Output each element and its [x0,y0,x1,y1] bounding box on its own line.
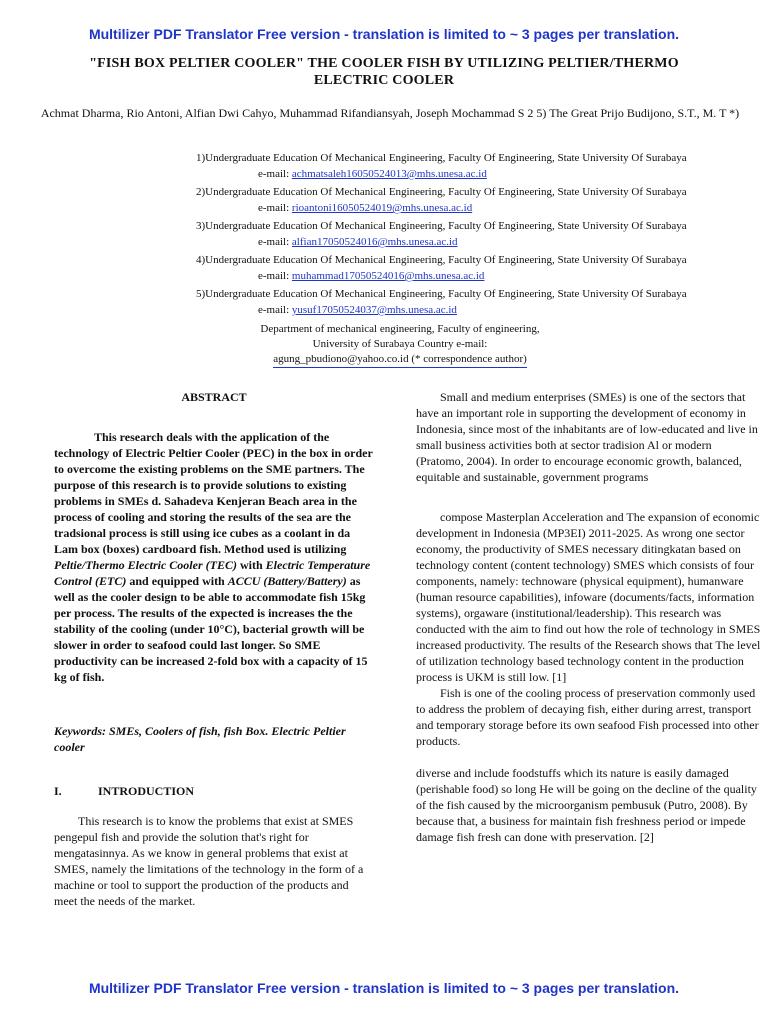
email-label: e-mail: [258,304,290,316]
department-block [200,322,600,368]
body-paragraph: Fish is one of the cooling process of preservation commonly used to address the problem of decaying fish, either during arrest, transport and temporary storage before its own seafood Fish processed into other products. [416,686,759,748]
translator-banner-bottom: Multilizer PDF Translator Free version - translation is limited to ~ 3 pages per translation. [88,980,680,996]
left-column [54,389,374,909]
affiliation-4 [196,252,756,284]
email-link[interactable]: alfian17050524016@mhs.unesa.ac.id [291,236,458,248]
email-link[interactable]: achmatsaleh16050524013@mhs.unesa.ac.id [291,168,487,180]
body-paragraph: Small and medium enterprises (SMEs) is one of the sectors that have an important role in supporting the development of economy in Indonesia, since most of the inhabitants are of low-educated and live in small business activities both at sector tradision Al or modern (Pratomo, 2004). In order to encourage economic growth, balanced, equitable and sustainable, government programs [416,390,758,484]
affiliation-text: 5)Undergraduate Education Of Mechanical Engineering, Faculty Of Engineering, State University Of Surabaya [196,288,687,300]
affiliation-text: 4)Undergraduate Education Of Mechanical Engineering, Faculty Of Engineering, State University Of Surabaya [196,254,687,266]
email-link[interactable]: muhammad17050524016@mhs.unesa.ac.id [291,270,485,282]
department-line: University of Surabaya Country e-mail: [312,338,488,350]
intro-paragraph: This research is to know the problems that exist at SMES pengepul fish and provide the solution that's right for mengatasinnya. As we know in general problems that exist at SMES, namely the limitations of the technology in the form of a machine or tool to support the production of the products and meet the needs of the market. [54,814,364,908]
translator-banner-top: Multilizer PDF Translator Free version - translation is limited to ~ 3 pages per translation. [88,26,680,42]
author-list: Achmat Dharma, Rio Antoni, Alfian Dwi Cahyo, Muhammad Rifandiansyah, Joseph Mochammad S 2 5) The Great Prijo Budijono, S.T., M. T *) [40,106,740,120]
right-column [416,389,762,845]
abstract-body: This research deals with the application of the technology of Electric Peltier Cooler (PEC) in the box in order to overcome the existing problems on the SME partners. The purpose of this research is to provide solutions to existing problems in SMEs d. Sahadeva Kenjeran Beach area in the process of cooling and storing the results of the sea are the tradsional process is still using ice cubes as a coolant in da Lam box (boxes) cardboard fish. Method used is utilizing Peltie/Thermo Electric Cooler (TEC) with Electric Temperature Control (ETC) and equipped with ACCU (Battery/Battery) as well as the cooler design to be able to accommodate fish 15kg per process. The results of the expected is increases the the stability of the cooling (under 10°C), bacterial growth will be slower in order to seafood could last longer. So SME productivity can be increased 2-fold box with a capacity of 15 kg of fish. [54,430,373,684]
abstract-heading: ABSTRACT [181,390,247,404]
email-link[interactable]: yusuf17050524037@mhs.unesa.ac.id [291,304,457,316]
affiliation-2 [196,184,756,216]
body-paragraph: compose Masterplan Acceleration and The expansion of economic development in Indonesia (MP3EI) 2011-2025. As wrong one sector economy, the productivity of SMES necessary ditingkatan based on technology content (content technology) SMES which consists of four components, namely: technoware (physical equipment), humanware (human resource capabilities), infoware (documents/facts, information systems), orgaware (institutional/leadership). This research was conducted with the aim to find out how the role of technology in SMES increased productivity. The results of the Research shows that The level of utilization technology based technology content in the production process is UKM is still low. [1] [416,510,761,684]
affiliation-5 [196,286,756,318]
email-label: e-mail: [258,202,290,214]
keywords: Keywords: SMEs, Coolers of fish, fish Box. Electric Peltier cooler [54,724,346,754]
email-label: e-mail: [258,236,290,248]
affiliation-text: 2)Undergraduate Education Of Mechanical Engineering, Faculty Of Engineering, State University Of Surabaya [196,186,687,198]
correspondence-email[interactable]: agung_pbudiono@yahoo.co.id (* correspondence author) [273,352,527,368]
affiliation-3 [196,218,756,250]
email-label: e-mail: [258,168,290,180]
affiliation-1 [196,150,756,182]
email-label: e-mail: [258,270,290,282]
paper-title: "FISH BOX PELTIER COOLER" THE COOLER FISH BY UTILIZING PELTIER/THERMO ELECTRIC COOLER [89,56,679,88]
affiliation-text: 3)Undergraduate Education Of Mechanical Engineering, Faculty Of Engineering, State University Of Surabaya [196,220,687,232]
section-heading-introduction: I. INTRODUCTION [54,784,195,798]
email-link[interactable]: rioantoni16050524019@mhs.unesa.ac.id [291,202,473,214]
department-line: Department of mechanical engineering, Faculty of engineering, [260,323,540,335]
affiliation-text: 1)Undergraduate Education Of Mechanical Engineering, Faculty Of Engineering, State University Of Surabaya [196,152,687,164]
body-paragraph: diverse and include foodstuffs which its nature is easily damaged (perishable food) so long He will be going on the decline of the quality of the fish caused by the microorganism pembusuk (Putro, 2008). By because that, a business for maintain fish freshness period or impede damage fish fresh can done with preservation. [2] [416,766,757,844]
